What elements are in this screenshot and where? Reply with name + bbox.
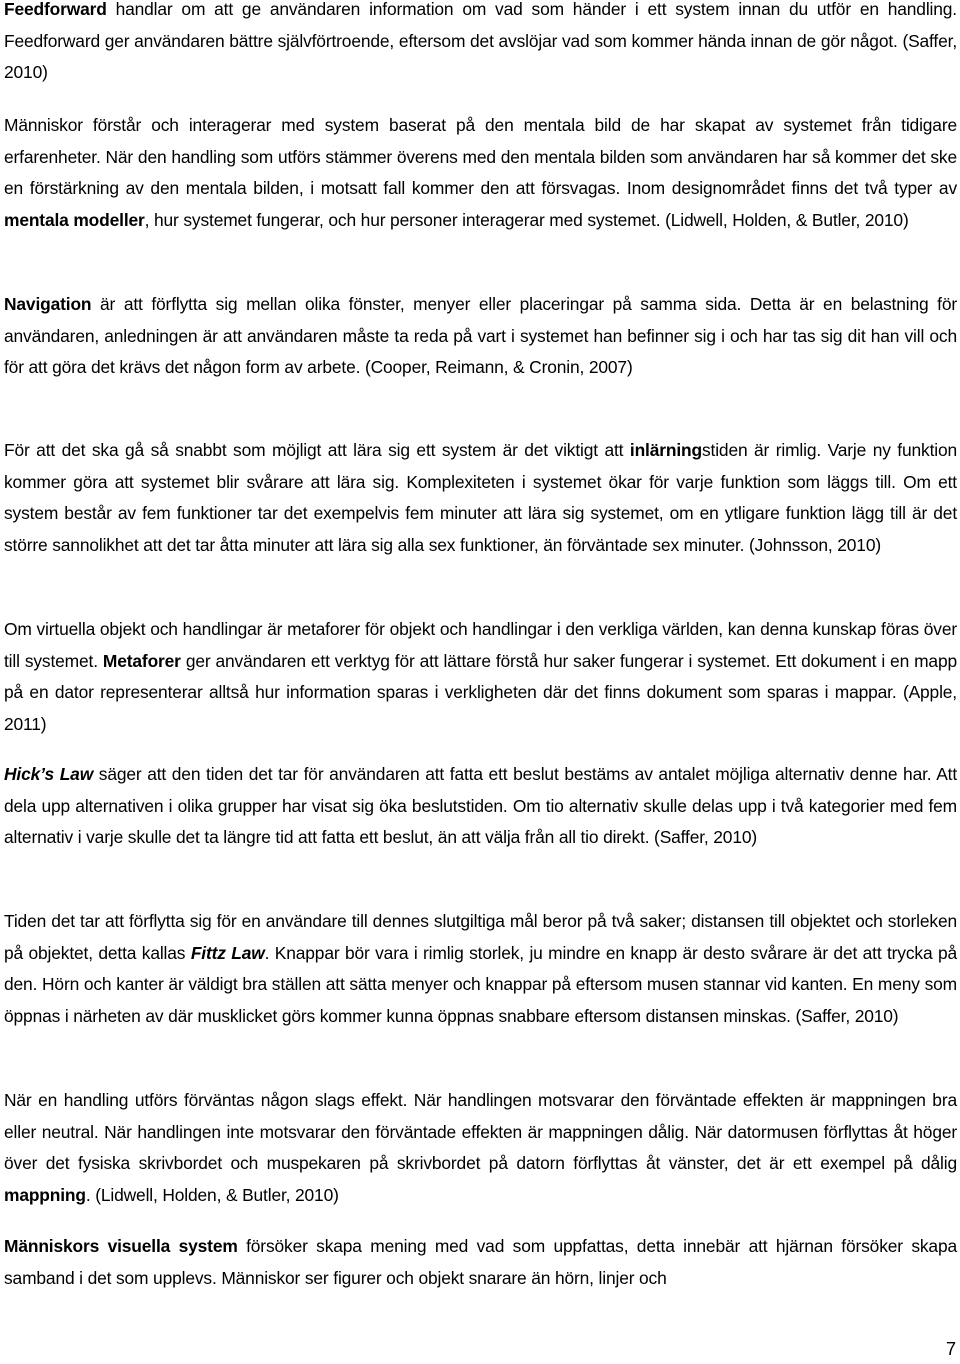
paragraph-text: Människor förstår och interagerar med system baserat på den mentala bild de har skapat av systemet från tidigare erfarenheter. När den handling som utförs stämmer överens med den mentala bilden som användaren har så kommer det ske en förstärkning av den mentala bilden, i motsatt fall kommer den att försvagas. Inom designområdet finns det två typer av: [4, 115, 957, 199]
paragraph-text: stiden är rimlig. Varje ny funktion kommer göra att systemet blir svårare att lära sig. Komplexiteten i systemet ökar för varje funktion som läggs till. Om ett system består av fem funktioner tar det exempelvis fem minuter att lära sig systemet, om en ytligare funktion lägg till är det större sannolikhet att det tar åtta minuter att lära sig alla sex funktioner, än förväntade sex minuter. (Johnsson, 2010): [4, 440, 958, 555]
paragraph-text: är att förflytta sig mellan olika fönster, menyer eller placeringar på samma sida. Detta är en belastning för användaren, anledningen är att användaren måste ta reda på vart i systemet han befinner sig i och har tas sig dit han vill och för att göra det krävs det någon form av arbete. (Cooper, Reimann, & Cronin, 2007): [4, 294, 957, 378]
emphasis-term: Feedforward: [4, 0, 107, 19]
paragraph-text: Tiden det tar att förflytta sig för en användare till dennes slutgiltiga mål beror på två saker; distansen till objektet och storleken på objektet, detta kallas: [4, 911, 957, 963]
paragraph-fittz-law: [4, 906, 957, 1032]
paragraph-text: . Knappar bör vara i rimlig storlek, ju mindre en knapp är desto svårare är det att trycka på den. Hörn och kanter är väldigt bra ställen att sätta menyer och knappar på eftersom musen stannar vid kanten. En meny som öppnas i närheten av där musklicket görs kommer kunna öppnas snabbare eftersom distansen minskas. (Saffer, 2010): [4, 942, 957, 1026]
emphasis-term: mappning: [4, 1184, 86, 1205]
paragraph-feedforward: [4, 0, 957, 89]
emphasis-term: Hick’s Law: [4, 764, 94, 784]
paragraph-text: När en handling utförs förväntas någon slags effekt. När handlingen motsvarar den förväntade effekten är mappningen bra eller neutral. När handlingen inte motsvarar den förväntade effekten är mappningen dålig. När datormusen förflyttas åt höger över det fysiska skrivbordet och muspekaren på skrivbordet på datorn förflyttas åt vänster, det är ett exempel på dålig: [4, 1090, 957, 1174]
paragraph-inlarning: [4, 435, 957, 561]
page-number: 7: [945, 1339, 956, 1359]
emphasis-term: Navigation: [4, 294, 92, 314]
paragraph-navigation: [4, 289, 957, 384]
emphasis-term: [191, 943, 265, 963]
paragraph-text: , hur systemet fungerar, och hur personer interagerar med systemet. (Lidwell, Holden, & Butler, 2010): [144, 209, 909, 230]
emphasis-term: Fittz Law: [190, 942, 265, 963]
paragraph-mentala-modeller: [4, 110, 957, 236]
paragraph-metaforer: [4, 614, 957, 740]
paragraph-visuella-system: [4, 1231, 957, 1294]
emphasis-term: inlärning: [629, 440, 702, 460]
paragraph-text: ger användaren ett verktyg för att lättare förstå hur saker fungerar i systemet. Ett dokument i en mapp på en dator representerar alltså hur information sparas i verkligheten där det finns dokument som sparas i mappar. (Apple, 2011): [4, 650, 957, 734]
paragraph-text: försöker skapa mening med vad som uppfattas, detta innebär att hjärnan försöker skapa samband i det som upplevs. Människor ser figurer och objekt snarare än hörn, linjer och: [4, 1236, 957, 1288]
paragraph-text: . (Lidwell, Holden, & Butler, 2010): [85, 1184, 339, 1205]
emphasis-term: Metaforer: [102, 650, 181, 671]
paragraph-hicks-law: [4, 759, 957, 854]
emphasis-term: Människors visuella system: [4, 1236, 238, 1256]
paragraph-text: säger att den tiden det tar för användaren att fatta ett beslut bestäms av antalet möjliga alternativ denne har. Att dela upp alternativen i olika grupper har visat sig öka beslutstiden. Om tio alternativ skulle delas upp i två kategorier med fem alternativ i varje skulle det ta längre tid att fatta ett beslut, än att välja från all tio direkt. (Saffer, 2010): [4, 764, 958, 848]
emphasis-term: [4, 764, 93, 784]
paragraph-text: Om virtuella objekt och handlingar är metaforer för objekt och handlingar i den verkliga världen, kan denna kunskap föras över till systemet.: [4, 619, 957, 671]
paragraph-mappning: [4, 1085, 957, 1211]
paragraph-text: För att det ska gå så snabbt som möjligt att lära sig ett system är det viktigt att: [4, 440, 630, 460]
paragraph-text: handlar om att ge användaren information om vad som händer i ett system innan du utför en handling. Feedforward ger användaren bättre självförtroende, eftersom det avslöjar vad som kommer hända innan de gör något. (Saffer, 2010): [4, 0, 957, 83]
emphasis-term: mentala modeller: [4, 209, 145, 230]
